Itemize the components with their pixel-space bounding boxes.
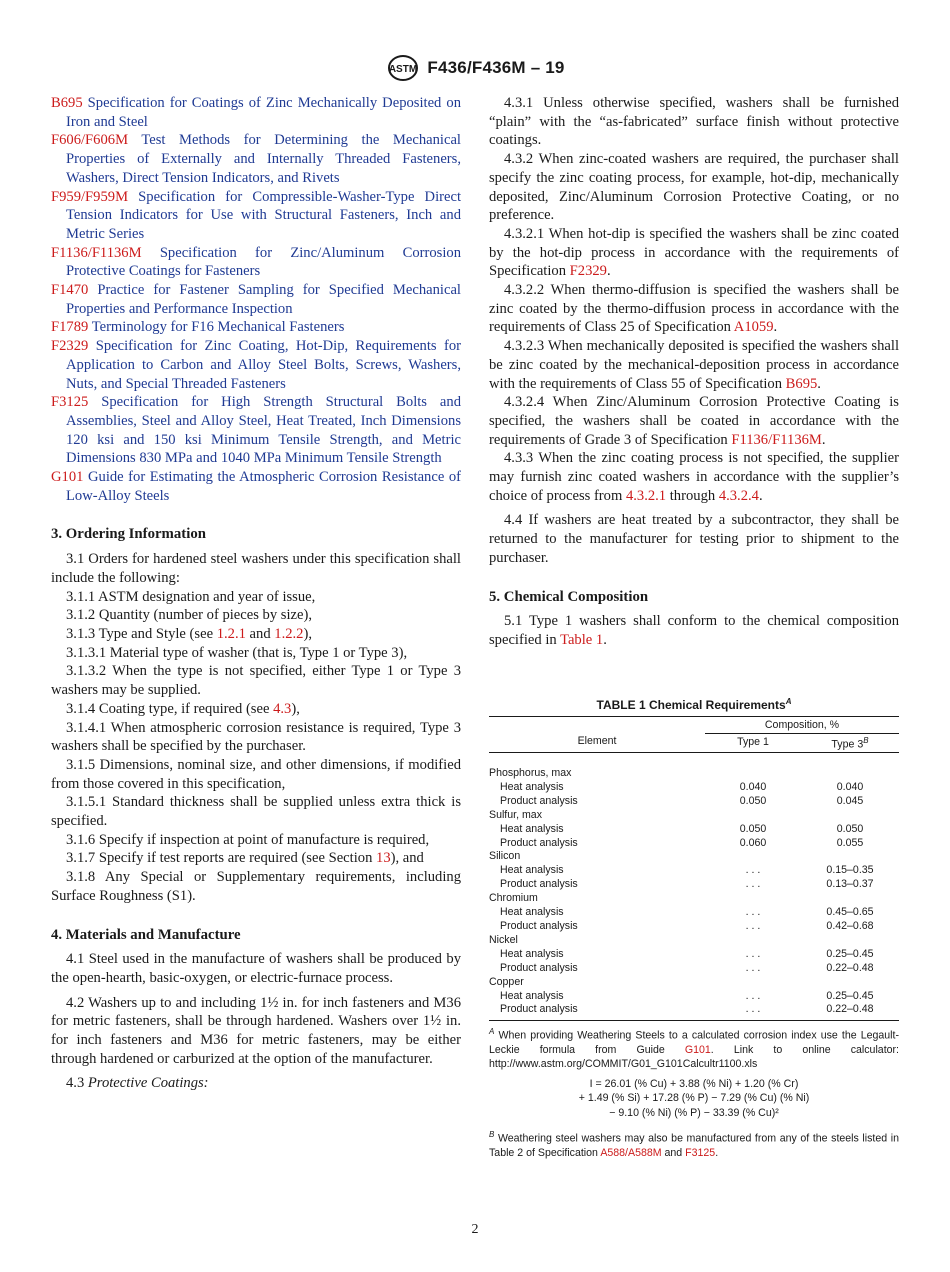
link-a1059[interactable]: A1059 [733, 319, 774, 336]
type3-value: 0.050 [836, 822, 864, 835]
reference-title: Specification for Zinc Coating, Hot-Dip, Requirements for Application to Carbon and Alloy Steel Bolts, Screws, Washers, Nuts, and Special Threaded Fasteners [66, 338, 461, 392]
table-row [489, 920, 899, 934]
link-a588[interactable]: A588/A588M [600, 1146, 662, 1159]
analysis-label: Product analysis [500, 836, 578, 849]
para-5-1: 5.1 Type 1 washers shall conform to the chemical composition specified in Table 1. [489, 613, 899, 648]
chemical-requirements-table [489, 716, 899, 1018]
link-1-2-1[interactable]: 1.2.1 [216, 625, 246, 642]
table-row [489, 837, 899, 851]
link-b695[interactable]: B695 [785, 375, 818, 392]
page-header [0, 52, 950, 84]
type1-value: . . . [745, 1003, 761, 1016]
para-4-3-2: 4.3.2 When zinc-coated washers are required, the purchaser shall specify the zinc coating process, for example, hot-dip, mechanically deposited, Zinc/Aluminum Corrosion Protective Coating, or no preference. [489, 151, 899, 224]
para-3-1-1: 3.1.1 ASTM designation and year of issue, [66, 588, 316, 605]
reference-item [51, 244, 461, 281]
element-group-row [489, 892, 899, 906]
para-3-1-5: 3.1.5 Dimensions, nominal size, and other dimensions, if modified from those covered in this specification, [51, 756, 461, 792]
reference-code-link[interactable]: F3125 [51, 394, 89, 411]
reference-item [51, 281, 461, 318]
element-group-row [489, 976, 899, 990]
type1-value: 0.040 [739, 780, 767, 793]
reference-code-link[interactable]: F1470 [51, 282, 89, 299]
link-4-3[interactable]: 4.3 [273, 700, 292, 717]
element-name: Chromium [489, 892, 538, 905]
para-3-1-2: 3.1.2 Quantity (number of pieces by size), [66, 607, 312, 624]
type1-value: . . . [745, 961, 761, 974]
svg-text:ASTM: ASTM [389, 64, 418, 75]
element-name: Copper [489, 975, 524, 988]
left-column [51, 94, 461, 1093]
type1-column-header: Type 1 [737, 735, 769, 748]
reference-item [51, 94, 461, 131]
analysis-label: Product analysis [500, 1003, 578, 1016]
reference-title: Specification for High Strength Structural Bolts and Assemblies, Steel and Alloy Steel, Heat Treated, Inch Dimensions 120 ksi and 150 ksi Minimum Tensile Strength, and Metric Dimensions 830 MPa and 1040 MPa Minimum Tensile Strength [66, 394, 462, 467]
astm-logo-icon [385, 54, 421, 82]
table-row [489, 962, 899, 976]
formula-line-3: − 9.10 (% Ni) (% P) − 33.39 (% Cu)² [609, 1106, 779, 1119]
para-3-1-5-1: 3.1.5.1 Standard thickness shall be supplied unless extra thick is specified. [51, 794, 461, 830]
type3-value: 0.040 [836, 780, 864, 793]
para-3-1-7: 3.1.7 Specify if test reports are required (see Section 13), and [66, 850, 424, 867]
element-group-row [489, 767, 899, 781]
para-4-3-1: 4.3.1 Unless otherwise specified, washers shall be furnished “plain” with the “as-fabricated” surface finish without protective coatings. [489, 95, 899, 149]
reference-code-link[interactable]: B695 [51, 95, 83, 111]
type3-value: 0.25–0.45 [826, 947, 874, 960]
table-note-b: $^B$ Weathering steel washers may also be manufactured from any of the steels listed in Table 2 of Specification A588/A588M and F3125. [489, 1130, 899, 1159]
table-row [489, 906, 899, 920]
analysis-label: Product analysis [500, 920, 578, 932]
type3-value: 0.15–0.35 [826, 864, 874, 877]
element-column-header: Element [577, 734, 617, 747]
link-4-3-2-1[interactable]: 4.3.2.1 [625, 487, 667, 504]
reference-item [51, 188, 461, 244]
reference-item [51, 337, 461, 393]
para-4-3-2-2: 4.3.2.2 When thermo-diffusion is specified the washers shall be zinc coated by the thermo-diffusion process in accordance with the requirements of Class 25 of Specification A1059. [489, 282, 899, 336]
element-group-row [489, 809, 899, 823]
analysis-label: Heat analysis [500, 906, 564, 919]
reference-title: Practice for Fastener Sampling for Specified Mechanical Properties and Performance Inspection [66, 282, 461, 317]
reference-title: Test Methods for Determining the Mechanical Properties of Externally and Internally Threaded Fasteners, Washers, Direct Tension Indicators, and Rivets [66, 132, 461, 186]
link-1-2-2[interactable]: 1.2.2 [274, 625, 304, 642]
analysis-label: Heat analysis [500, 989, 564, 1002]
table-row [489, 948, 899, 962]
type3-value: 0.25–0.45 [826, 989, 874, 1002]
type1-value: . . . [745, 989, 761, 1002]
reference-title: Guide for Estimating the Atmospheric Corrosion Resistance of Low-Alloy Steels [66, 469, 461, 504]
type1-value: 0.050 [739, 822, 767, 835]
reference-title: Specification for Compressible-Washer-Type Direct Tension Indicators for Use with Structural Fasteners, Inch and Metric Series [66, 188, 461, 242]
analysis-label: Product analysis [500, 961, 578, 974]
analysis-label: Product analysis [500, 794, 578, 807]
para-4-3-2-4: 4.3.2.4 When Zinc/Aluminum Corrosion Protective Coating is specified, the washers shall be coated in accordance with the requirements of Grade 3 of Specification F1136/F1136M. [489, 394, 899, 448]
reference-item [51, 393, 461, 468]
element-group-row [489, 934, 899, 948]
referenced-documents-list [51, 94, 461, 505]
type3-value: 0.045 [836, 794, 864, 807]
link-g101-note[interactable]: G101 [684, 1043, 711, 1056]
table-note-a: $^A$ When providing Weathering Steels to a calculated corrosion index use the Legault-Leckie formula from Guide G101. Link to online calculator: http://www.astm.org/COMMIT/G01_G101Calcultr1100.xls [489, 1027, 899, 1070]
para-4-1: 4.1 Steel used in the manufacture of washers shall be produced by the open-hearth, basic-oxygen, or electric-furnace process. [51, 951, 461, 986]
document-designation: F436/F436M – 19 [427, 58, 565, 77]
link-4-3-2-4[interactable]: 4.3.2.4 [718, 487, 759, 504]
table-row [489, 781, 899, 795]
right-column [489, 94, 899, 1160]
table-row [489, 795, 899, 809]
link-f2329[interactable]: F2329 [569, 263, 607, 280]
reference-code-link[interactable]: F959/F959M [51, 188, 129, 205]
para-3-1-8: 3.1.8 Any Special or Supplementary requirements, including Surface Roughness (S1). [51, 869, 461, 904]
section-5-heading: 5. Chemical Composition [489, 588, 649, 605]
reference-title: Specification for Zinc/Aluminum Corrosion Protective Coatings for Fasteners [66, 244, 461, 280]
type1-value: . . . [745, 920, 761, 932]
type1-value: 0.060 [739, 836, 767, 849]
type3-value: 0.45–0.65 [826, 906, 874, 919]
table-row [489, 864, 899, 878]
reference-code-link[interactable]: F2329 [51, 338, 89, 355]
analysis-label: Heat analysis [500, 780, 564, 793]
para-4-3-2-3: 4.3.2.3 When mechanically deposited is specified the washers shall be zinc coated by the mechanical-deposition process in accordance with the requirements of Class 55 of Specification B695. [489, 338, 899, 392]
type3-value: 0.42–0.68 [826, 920, 874, 932]
corrosion-index-formula [489, 1077, 899, 1121]
section-3-heading: 3. Ordering Information [51, 526, 206, 543]
link-f1136[interactable]: F1136/F1136M [731, 431, 822, 448]
element-name: Nickel [489, 933, 518, 946]
table-row [489, 990, 899, 1004]
type3-value: 0.13–0.37 [826, 878, 874, 891]
para-3-1-3-2: 3.1.3.2 When the type is not specified, either Type 1 or Type 3 washers may be supplied. [51, 663, 461, 699]
type3-column-header: Type $3^B$ [831, 735, 869, 751]
type3-value: 0.22–0.48 [826, 961, 874, 974]
element-name: Sulfur, max [489, 808, 542, 821]
analysis-label: Product analysis [500, 878, 578, 891]
composition-header: Composition, % [705, 716, 899, 733]
link-section-13[interactable]: 13 [376, 850, 391, 867]
formula-line-1: I = 26.01 (% Cu) + 3.88 (% Ni) + 1.20 (% Cr) [589, 1077, 799, 1090]
reference-item [51, 318, 461, 337]
element-group-row [489, 850, 899, 864]
reference-item [51, 131, 461, 187]
reference-title: Terminology for F16 Mechanical Fasteners [91, 319, 345, 336]
element-name: Phosphorus, max [489, 767, 572, 780]
type1-value: . . . [745, 906, 761, 919]
type3-value: 0.22–0.48 [826, 1003, 874, 1016]
reference-code-link[interactable]: G101 [51, 469, 84, 486]
para-3-1: 3.1 Orders for hardened steel washers under this specification shall include the following: [51, 551, 461, 586]
type1-value: . . . [745, 947, 761, 960]
para-4-2: 4.2 Washers up to and including 1½ in. for inch fasteners and M36 for metric fasteners, shall be through hardened. Washers over 1½ in. for inch fasteners and M36 for metric fasteners, may be either through hardened or carburized at the option of the manufacturer. [51, 994, 461, 1067]
reference-title: Specification for Coatings of Zinc Mechanically Deposited on Iron and Steel [66, 95, 461, 130]
reference-code-link[interactable]: F606/F606M [51, 132, 129, 149]
link-table-1[interactable]: Table 1 [560, 631, 604, 648]
formula-line-2: + 1.49 (% Si) + 17.28 (% P) − 7.29 (% Cu) (% Ni) [578, 1092, 810, 1105]
para-3-1-3: 3.1.3 Type and Style (see 1.2.1 and 1.2.2), [66, 625, 312, 642]
para-4-3-2-1: 4.3.2.1 When hot-dip is specified the washers shall be zinc coated by the hot-dip process in accordance with the requirements of Specification F2329. [489, 225, 899, 280]
para-4-3: 4.3 Protective Coatings: [66, 1075, 209, 1092]
link-f3125-note[interactable]: F3125 [685, 1146, 716, 1159]
para-3-1-4-1: 3.1.4.1 When atmospheric corrosion resistance is required, Type 3 washers shall be specified by the purchaser. [51, 719, 461, 755]
element-name: Silicon [489, 850, 521, 863]
type3-value: 0.055 [836, 836, 864, 849]
type1-value: . . . [745, 864, 761, 877]
table-row [489, 1003, 899, 1017]
table-1-title: TABLE 1 Chemical Requirements$^A$ [596, 696, 792, 712]
type1-value: . . . [745, 878, 761, 891]
analysis-label: Heat analysis [500, 822, 564, 835]
para-3-1-4: 3.1.4 Coating type, if required (see 4.3), [66, 700, 300, 717]
table-row [489, 823, 899, 837]
para-3-1-6: 3.1.6 Specify if inspection at point of manufacture is required, [66, 831, 430, 848]
analysis-label: Heat analysis [500, 947, 564, 960]
para-4-4: 4.4 If washers are heat treated by a subcontractor, they shall be returned to the manufacturer for testing prior to shipment to the purchaser. [489, 512, 899, 566]
analysis-label: Heat analysis [500, 864, 564, 877]
section-4-heading: 4. Materials and Manufacture [51, 926, 241, 943]
page-number: 2 [471, 1222, 479, 1237]
reference-code-link[interactable]: F1789 [51, 319, 89, 336]
para-4-3-3: 4.3.3 When the zinc coating process is not specified, the supplier may furnish zinc coated washers in accordance with the supplier’s choice of process from 4.3.2.1 through 4.3.2.4. [489, 450, 899, 504]
reference-item [51, 468, 461, 505]
reference-code-link[interactable]: F1136/F1136M [51, 244, 142, 261]
para-3-1-3-1: 3.1.3.1 Material type of washer (that is, Type 1 or Type 3), [66, 644, 408, 661]
type1-value: 0.050 [739, 794, 767, 807]
table-row [489, 878, 899, 892]
